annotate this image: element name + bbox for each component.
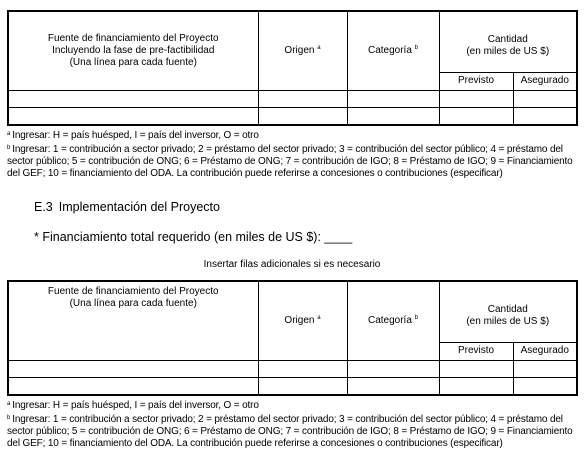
header-amount: Cantidad (en miles de US $)	[439, 281, 577, 342]
header-secured: Asegurado	[513, 342, 577, 360]
entry-cell[interactable]	[258, 360, 347, 377]
header-origin: Origen $^a$	[258, 11, 347, 90]
entry-cell[interactable]	[513, 360, 577, 377]
footnote-mark: a	[317, 314, 321, 321]
footnote-mark: a	[317, 44, 321, 51]
footnote-a: $^a$ Ingresar: H = país huésped, I = país del inversor, O = otro	[7, 400, 259, 411]
entry-cell[interactable]	[513, 90, 577, 107]
entry-cell[interactable]	[439, 377, 513, 395]
financing-table-implementation	[7, 280, 578, 396]
entry-cell[interactable]	[439, 107, 513, 125]
header-origin: Origen $^a$	[258, 281, 347, 360]
entry-cell[interactable]	[347, 377, 439, 395]
section-title: Implementación del Proyecto	[58, 200, 220, 214]
footnote-mark: b	[414, 44, 419, 51]
entry-cell[interactable]	[8, 107, 258, 125]
entry-cell[interactable]	[347, 107, 439, 125]
entry-cell[interactable]	[347, 90, 439, 107]
header-secured: Asegurado	[513, 72, 577, 90]
entry-cell[interactable]	[513, 377, 577, 395]
header-planned: Previsto	[439, 342, 513, 360]
entry-cell[interactable]	[258, 377, 347, 395]
total-financing-required: * Financiamiento total requerido (en miles de US $): ____	[34, 230, 353, 244]
footnote-b: $^b$ Ingresar: 1 = contribución a sector privado; 2 = préstamo del sector privado; 3 = contribución del sector público; 4 = préstamo del sector público; 5 = contribución de ONG; 6 = Préstamo de ONG; 7 = contribución de IGO; 8 = Préstamo de IGO; 9 = Financiamiento del GEF; 10 = financiamiento del ODA. La contribución puede referirse a concesiones o contribuciones (especificar)	[7, 144, 573, 179]
header-category: Categoría $^b$	[347, 11, 439, 90]
entry-cell[interactable]	[513, 107, 577, 125]
header-source	[8, 11, 258, 90]
footnote-a: $^a$ Ingresar: H = país huésped, I = país del inversor, O = otro	[7, 130, 259, 141]
header-source-line-2: (Una línea para cada fuente)	[69, 298, 197, 309]
footnote-mark: b	[414, 314, 419, 321]
entry-cell[interactable]	[439, 360, 513, 377]
section-number: E.3	[34, 200, 53, 214]
entry-cell[interactable]	[8, 377, 258, 395]
header-source-line-3: (Una línea para cada fuente)	[69, 56, 197, 68]
insert-rows-note: Insertar filas adicionales si es necesario	[203, 259, 381, 270]
footnote-b: $^b$ Ingresar: 1 = contribución a sector privado; 2 = préstamo del sector privado; 3 = contribución del sector público; 4 = préstamo del sector público; 5 = contribución de ONG; 6 = Préstamo de ONG; 7 = contribución de IGO; 8 = Préstamo de IGO; 9 = Financiamiento del GEF; 10 = financiamiento del ODA. La contribución puede referirse a concesiones o contribuciones (especificar)	[7, 414, 573, 449]
entry-cell[interactable]	[439, 90, 513, 107]
header-amount: Cantidad (en miles de US $)	[439, 11, 577, 72]
header-source-line-2: Incluyendo la fase de pre-factibilidad	[52, 44, 215, 56]
footnotes-2	[7, 398, 579, 450]
entry-cell[interactable]	[8, 360, 258, 377]
header-source-line-1: Fuente de financiamiento del Proyecto	[47, 32, 219, 44]
header-category: Categoría $^b$	[347, 281, 439, 360]
footnotes-1	[7, 128, 579, 180]
entry-cell[interactable]	[347, 360, 439, 377]
header-source-line-1: Fuente de financiamiento del Proyecto	[47, 286, 219, 297]
financing-table-prefeasibility	[7, 10, 578, 126]
header-planned: Previsto	[439, 72, 513, 90]
entry-cell[interactable]	[258, 107, 347, 125]
section-heading	[34, 200, 220, 214]
entry-cell[interactable]	[8, 90, 258, 107]
entry-cell[interactable]	[258, 90, 347, 107]
header-source	[8, 281, 258, 360]
